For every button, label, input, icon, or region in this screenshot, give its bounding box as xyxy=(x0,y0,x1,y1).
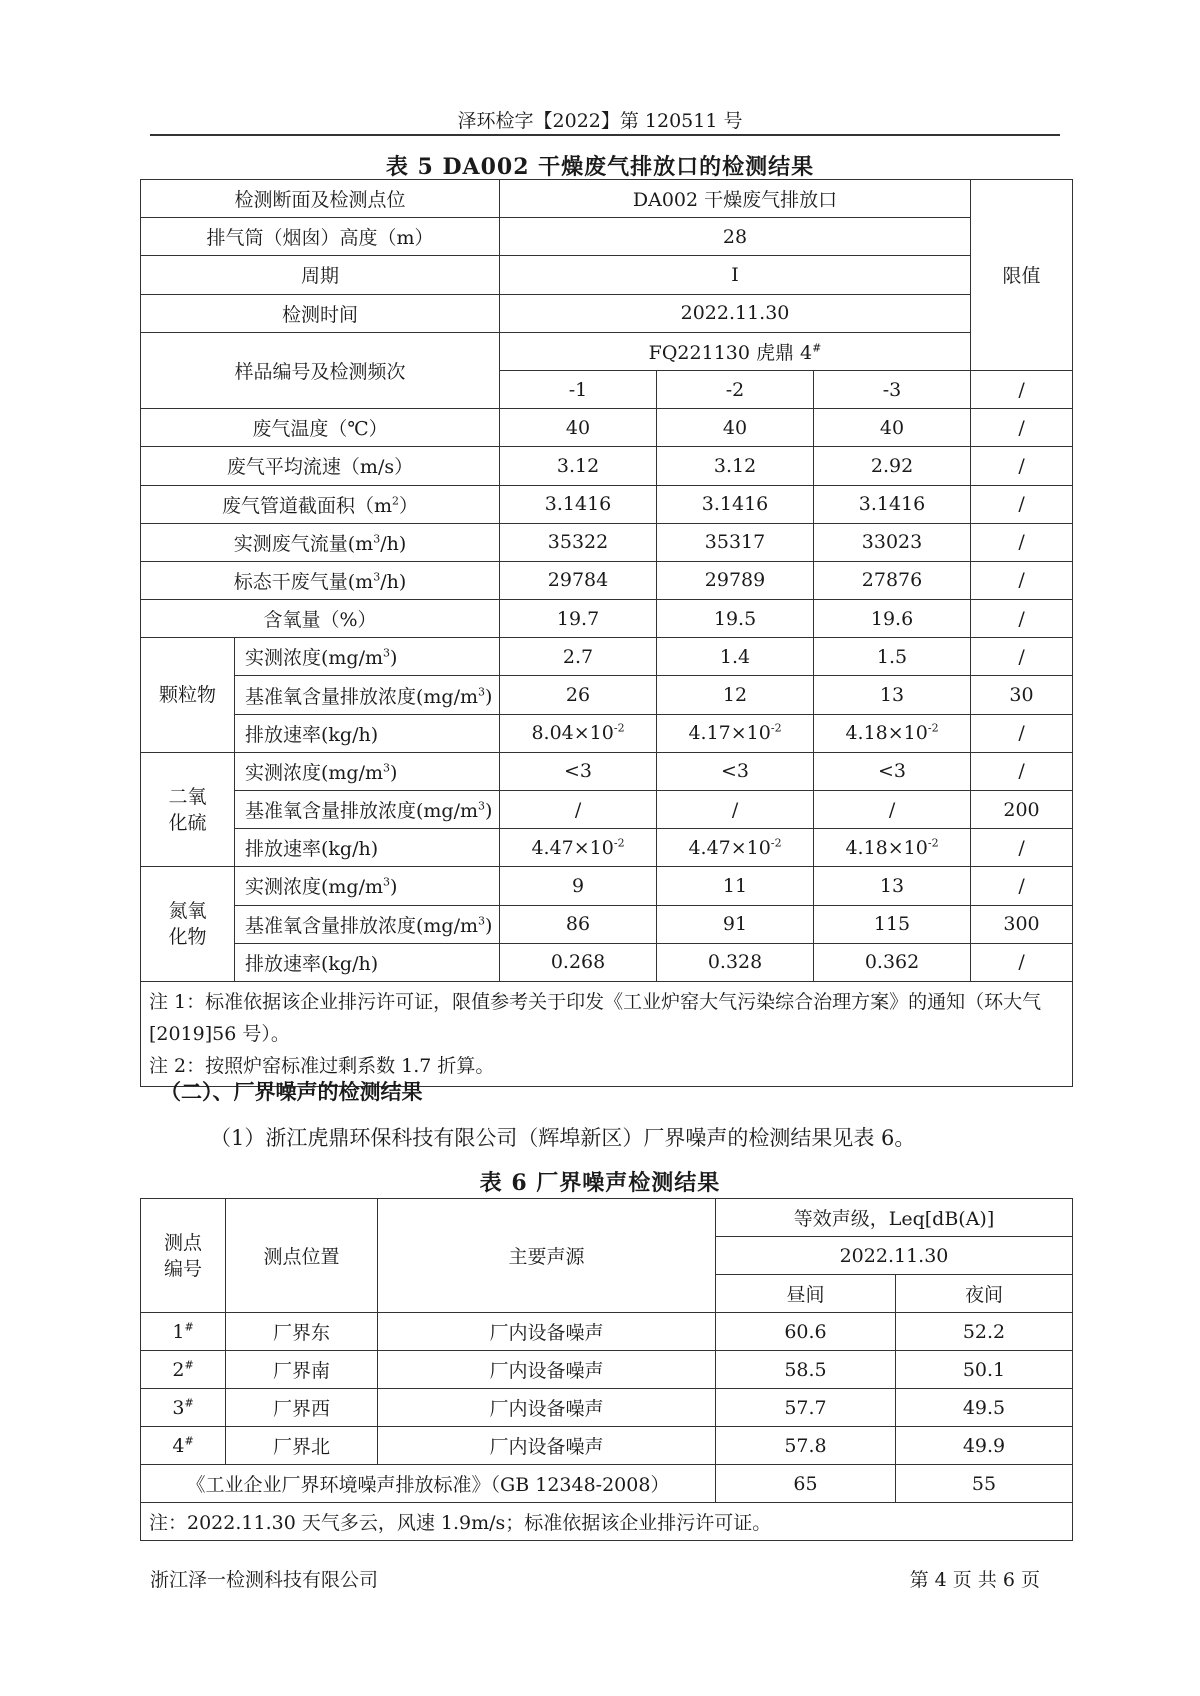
value-cell: 1.5 xyxy=(814,638,971,676)
main-source: 厂内设备噪声 xyxy=(378,1389,716,1427)
row-label-sup: 3 xyxy=(478,914,486,928)
table-row xyxy=(141,409,1073,447)
value-cell: 200 xyxy=(971,791,1073,829)
table-row xyxy=(141,905,1073,943)
value-cell xyxy=(657,714,814,752)
point-id-number: 1 xyxy=(172,1320,185,1343)
table-row xyxy=(141,943,1073,981)
nighttime-level: 52.2 xyxy=(896,1313,1073,1351)
note-1: 注 1：标准依据该企业排污许可证，限值参考关于印发《工业炉窑大气污染综合治理方案》的通知（环大气[2019]56 号）。 xyxy=(149,990,1042,1045)
value-cell: 13 xyxy=(814,867,971,905)
row-label-tail: ） xyxy=(399,494,419,517)
table5-notes xyxy=(141,981,1073,1086)
row-label xyxy=(235,867,500,905)
value-mantissa: 4.17×10 xyxy=(688,722,771,745)
point-id-sup: # xyxy=(184,1320,194,1334)
value-cell: 40 xyxy=(657,409,814,447)
row-label-text: 实测浓度(mg/m xyxy=(245,761,384,784)
row-label-tail: ) xyxy=(485,685,493,708)
value-cell: 86 xyxy=(500,905,657,943)
row-label xyxy=(235,638,500,676)
value-cell: 35317 xyxy=(657,523,814,561)
footer-company: 浙江泽一检测科技有限公司 xyxy=(150,1569,379,1591)
value-cell: 29784 xyxy=(500,561,657,599)
period-value: I xyxy=(500,256,971,294)
row-label-sup: 3 xyxy=(478,685,486,699)
value-mantissa: 4.18×10 xyxy=(845,722,928,745)
value-cell: / xyxy=(971,867,1073,905)
row-label xyxy=(141,447,500,485)
table-row xyxy=(141,981,1073,1086)
row-label-text: 废气温度（℃） xyxy=(252,418,388,441)
value-cell: 40 xyxy=(500,409,657,447)
value-cell: / xyxy=(971,752,1073,790)
table-row xyxy=(141,332,1073,370)
sample-id: FQ221130 虎鼎 4 xyxy=(648,341,813,364)
table-row xyxy=(141,1465,1073,1503)
table-row xyxy=(141,294,1073,332)
value-cell: / xyxy=(971,829,1073,867)
table-row xyxy=(141,447,1073,485)
row-label-text: 实测浓度(mg/m xyxy=(245,647,384,670)
row-label-text: 废气平均流速（m/s） xyxy=(226,456,414,479)
point-position: 厂界北 xyxy=(226,1427,378,1465)
value-cell: 12 xyxy=(657,676,814,714)
freq-cell: -2 xyxy=(657,370,814,408)
point-position: 厂界东 xyxy=(226,1313,378,1351)
point-id-header-line1: 测点 xyxy=(163,1231,202,1254)
value-exponent: -2 xyxy=(613,721,625,735)
table-row xyxy=(141,256,1073,294)
table-row xyxy=(141,1199,1073,1237)
value-cell: 29789 xyxy=(657,561,814,599)
section-paragraph: （1）浙江虎鼎环保科技有限公司（辉埠新区）厂界噪声的检测结果见表 6。 xyxy=(210,1126,916,1150)
table6-caption: 表 6 厂界噪声检测结果 xyxy=(479,1170,721,1196)
main-source: 厂内设备噪声 xyxy=(378,1313,716,1351)
row-label-text: 标态干废气量(m xyxy=(233,570,374,593)
value-cell: 91 xyxy=(657,905,814,943)
value-cell: / xyxy=(971,523,1073,561)
row-label-tail: ) xyxy=(390,761,398,784)
value-exponent: -2 xyxy=(770,721,782,735)
row-label xyxy=(235,829,500,867)
location-label: 检测断面及检测点位 xyxy=(141,180,500,218)
point-position-header: 测点位置 xyxy=(226,1199,378,1313)
point-id-number: 3 xyxy=(172,1396,185,1419)
main-source-header: 主要声源 xyxy=(378,1199,716,1313)
table-row xyxy=(141,561,1073,599)
row-label xyxy=(141,485,500,523)
stack-height-value: 28 xyxy=(500,218,971,256)
table-row xyxy=(141,867,1073,905)
table-row xyxy=(141,600,1073,638)
row-label-text: 排放速率(kg/h) xyxy=(245,723,379,746)
point-id-header xyxy=(141,1199,226,1313)
value-cell: / xyxy=(971,943,1073,981)
daytime-header: 昼间 xyxy=(716,1275,896,1313)
period-label: 周期 xyxy=(141,256,500,294)
table-row xyxy=(141,829,1073,867)
freq-cell: / xyxy=(971,370,1073,408)
daytime-level: 60.6 xyxy=(716,1313,896,1351)
standard-label: 《工业企业厂界环境噪声排放标准》（GB 12348-2008） xyxy=(141,1465,716,1503)
point-position: 厂界南 xyxy=(226,1351,378,1389)
main-source: 厂内设备噪声 xyxy=(378,1351,716,1389)
row-label-text: 基准氧含量排放浓度(mg/m xyxy=(245,914,479,937)
value-exponent: -2 xyxy=(927,721,939,735)
pollutant-name-part: 化物 xyxy=(168,926,207,949)
value-cell: / xyxy=(971,485,1073,523)
value-cell: 3.1416 xyxy=(657,485,814,523)
point-position: 厂界西 xyxy=(226,1389,378,1427)
row-label-tail: ) xyxy=(390,876,398,899)
table-row xyxy=(141,523,1073,561)
limit-header: 限值 xyxy=(971,180,1073,371)
table-row xyxy=(141,1313,1073,1351)
freq-cell: -3 xyxy=(814,370,971,408)
row-label xyxy=(141,409,500,447)
footer-page-number: 第 4 页 共 6 页 xyxy=(909,1569,1040,1591)
table-row xyxy=(141,1389,1073,1427)
row-label-text: 实测废气流量(m xyxy=(233,532,374,555)
value-exponent: -2 xyxy=(927,836,939,850)
row-label-sup: 3 xyxy=(373,532,381,546)
pollutant-name-part: 化硫 xyxy=(168,811,207,834)
value-exponent: -2 xyxy=(770,836,782,850)
freq-cell: -1 xyxy=(500,370,657,408)
daytime-level: 57.7 xyxy=(716,1389,896,1427)
table-row xyxy=(141,791,1073,829)
value-cell: / xyxy=(971,561,1073,599)
value-cell: 33023 xyxy=(814,523,971,561)
row-label xyxy=(235,791,500,829)
value-cell: 2.92 xyxy=(814,447,971,485)
value-cell: 19.5 xyxy=(657,600,814,638)
sample-sup: # xyxy=(812,341,822,355)
point-id xyxy=(141,1351,226,1389)
row-label xyxy=(235,943,500,981)
table-row xyxy=(141,1503,1073,1541)
point-id xyxy=(141,1427,226,1465)
value-cell: / xyxy=(971,600,1073,638)
nighttime-level: 50.1 xyxy=(896,1351,1073,1389)
value-cell: 40 xyxy=(814,409,971,447)
header-divider xyxy=(150,134,1060,136)
daytime-level: 58.5 xyxy=(716,1351,896,1389)
value-cell: 19.7 xyxy=(500,600,657,638)
point-id xyxy=(141,1389,226,1427)
value-cell: 115 xyxy=(814,905,971,943)
row-label-text: 排放速率(kg/h) xyxy=(245,952,379,975)
value-cell: 1.4 xyxy=(657,638,814,676)
section-title: （二）、厂界噪声的检测结果 xyxy=(160,1079,423,1104)
value-cell: 3.1416 xyxy=(814,485,971,523)
nighttime-header: 夜间 xyxy=(896,1275,1073,1313)
point-id-sup: # xyxy=(184,1434,194,1448)
nighttime-level: 49.5 xyxy=(896,1389,1073,1427)
row-label-sup: 3 xyxy=(383,761,391,775)
value-cell: 2.7 xyxy=(500,638,657,676)
value-cell: <3 xyxy=(814,752,971,790)
standard-day: 65 xyxy=(716,1465,896,1503)
value-cell: / xyxy=(971,638,1073,676)
row-label-sup: 3 xyxy=(373,570,381,584)
row-label-text: 实测浓度(mg/m xyxy=(245,876,384,899)
pollutant-group xyxy=(141,638,235,753)
daytime-level: 57.8 xyxy=(716,1427,896,1465)
value-cell: 0.362 xyxy=(814,943,971,981)
row-label xyxy=(235,752,500,790)
row-label-text: 废气管道截面积（m xyxy=(221,494,393,517)
row-label-tail: ) xyxy=(390,647,398,670)
value-cell: / xyxy=(814,791,971,829)
pollutant-name-part: 二氧 xyxy=(168,785,207,808)
row-label-text: 排放速率(kg/h) xyxy=(245,838,379,861)
table-row xyxy=(141,180,1073,218)
value-cell: 0.268 xyxy=(500,943,657,981)
point-id-sup: # xyxy=(184,1396,194,1410)
pollutant-group xyxy=(141,752,235,867)
pollutant-name-part: 氮氧 xyxy=(168,900,207,923)
value-cell: 300 xyxy=(971,905,1073,943)
value-cell: <3 xyxy=(657,752,814,790)
note-2: 注 2：按照炉窑标准过剩系数 1.7 折算。 xyxy=(149,1054,495,1077)
point-id-sup: # xyxy=(184,1358,194,1372)
value-cell: / xyxy=(971,447,1073,485)
row-label xyxy=(235,905,500,943)
value-cell xyxy=(814,714,971,752)
point-id-header-line2: 编号 xyxy=(163,1257,202,1280)
point-id xyxy=(141,1313,226,1351)
value-mantissa: 4.18×10 xyxy=(845,836,928,859)
table-row xyxy=(141,638,1073,676)
value-cell xyxy=(500,829,657,867)
value-cell: 3.12 xyxy=(500,447,657,485)
row-label xyxy=(141,561,500,599)
noise-date-header: 2022.11.30 xyxy=(716,1237,1073,1275)
equivalent-level-header: 等效声级，Leq[dB(A)] xyxy=(716,1199,1073,1237)
value-cell: 3.1416 xyxy=(500,485,657,523)
value-cell: 35322 xyxy=(500,523,657,561)
location-value: DA002 干燥废气排放口 xyxy=(500,180,971,218)
row-label xyxy=(235,676,500,714)
value-cell: 9 xyxy=(500,867,657,905)
table5-caption: 表 5 DA002 干燥废气排放口的检测结果 xyxy=(385,154,815,180)
table-row xyxy=(141,218,1073,256)
point-id-number: 2 xyxy=(172,1358,185,1381)
value-cell: / xyxy=(657,791,814,829)
pollutant-name-part: 颗粒物 xyxy=(158,684,216,707)
value-cell xyxy=(500,714,657,752)
value-cell: 13 xyxy=(814,676,971,714)
value-exponent: -2 xyxy=(613,836,625,850)
value-mantissa: 4.47×10 xyxy=(531,836,614,859)
table-row xyxy=(141,752,1073,790)
value-mantissa: 4.47×10 xyxy=(688,836,771,859)
row-label-sup: 3 xyxy=(478,799,486,813)
value-cell: / xyxy=(971,714,1073,752)
value-cell xyxy=(814,829,971,867)
test-time-value: 2022.11.30 xyxy=(500,294,971,332)
row-label-tail: /h) xyxy=(380,570,407,593)
row-label-tail: /h) xyxy=(380,532,407,555)
sample-label: 样品编号及检测频次 xyxy=(141,332,500,408)
table6-note: 注：2022.11.30 天气多云，风速 1.9m/s；标准依据该企业排污许可证。 xyxy=(141,1503,1073,1541)
row-label-text: 基准氧含量排放浓度(mg/m xyxy=(245,685,479,708)
value-cell: 11 xyxy=(657,867,814,905)
row-label-text: 含氧量（%） xyxy=(263,609,377,632)
test-time-label: 检测时间 xyxy=(141,294,500,332)
table-row xyxy=(141,1351,1073,1389)
value-cell: / xyxy=(500,791,657,829)
value-cell: 3.12 xyxy=(657,447,814,485)
table-row xyxy=(141,676,1073,714)
row-label-sup: 3 xyxy=(383,647,391,661)
value-cell: 30 xyxy=(971,676,1073,714)
standard-night: 55 xyxy=(896,1465,1073,1503)
point-id-number: 4 xyxy=(172,1434,185,1457)
value-cell: / xyxy=(971,409,1073,447)
row-label xyxy=(141,600,500,638)
row-label-sup: 3 xyxy=(383,876,391,890)
table6-noise-results xyxy=(140,1198,1073,1541)
table-row xyxy=(141,485,1073,523)
row-label-sup: 2 xyxy=(392,494,400,508)
sample-value xyxy=(500,332,971,370)
table5-emission-results xyxy=(140,179,1073,1087)
value-cell: <3 xyxy=(500,752,657,790)
main-source: 厂内设备噪声 xyxy=(378,1427,716,1465)
value-cell: 27876 xyxy=(814,561,971,599)
value-cell: 0.328 xyxy=(657,943,814,981)
row-label-text: 基准氧含量排放浓度(mg/m xyxy=(245,800,479,823)
row-label xyxy=(141,523,500,561)
value-cell: 26 xyxy=(500,676,657,714)
value-cell: 19.6 xyxy=(814,600,971,638)
pollutant-group xyxy=(141,867,235,982)
value-mantissa: 8.04×10 xyxy=(531,722,614,745)
table-row xyxy=(141,714,1073,752)
table-row xyxy=(141,1427,1073,1465)
stack-height-label: 排气筒（烟囱）高度（m） xyxy=(141,218,500,256)
value-cell xyxy=(657,829,814,867)
report-number: 泽环检字【2022】第 120511 号 xyxy=(457,110,743,132)
nighttime-level: 49.9 xyxy=(896,1427,1073,1465)
row-label-tail: ) xyxy=(485,800,493,823)
row-label xyxy=(235,714,500,752)
row-label-tail: ) xyxy=(485,914,493,937)
